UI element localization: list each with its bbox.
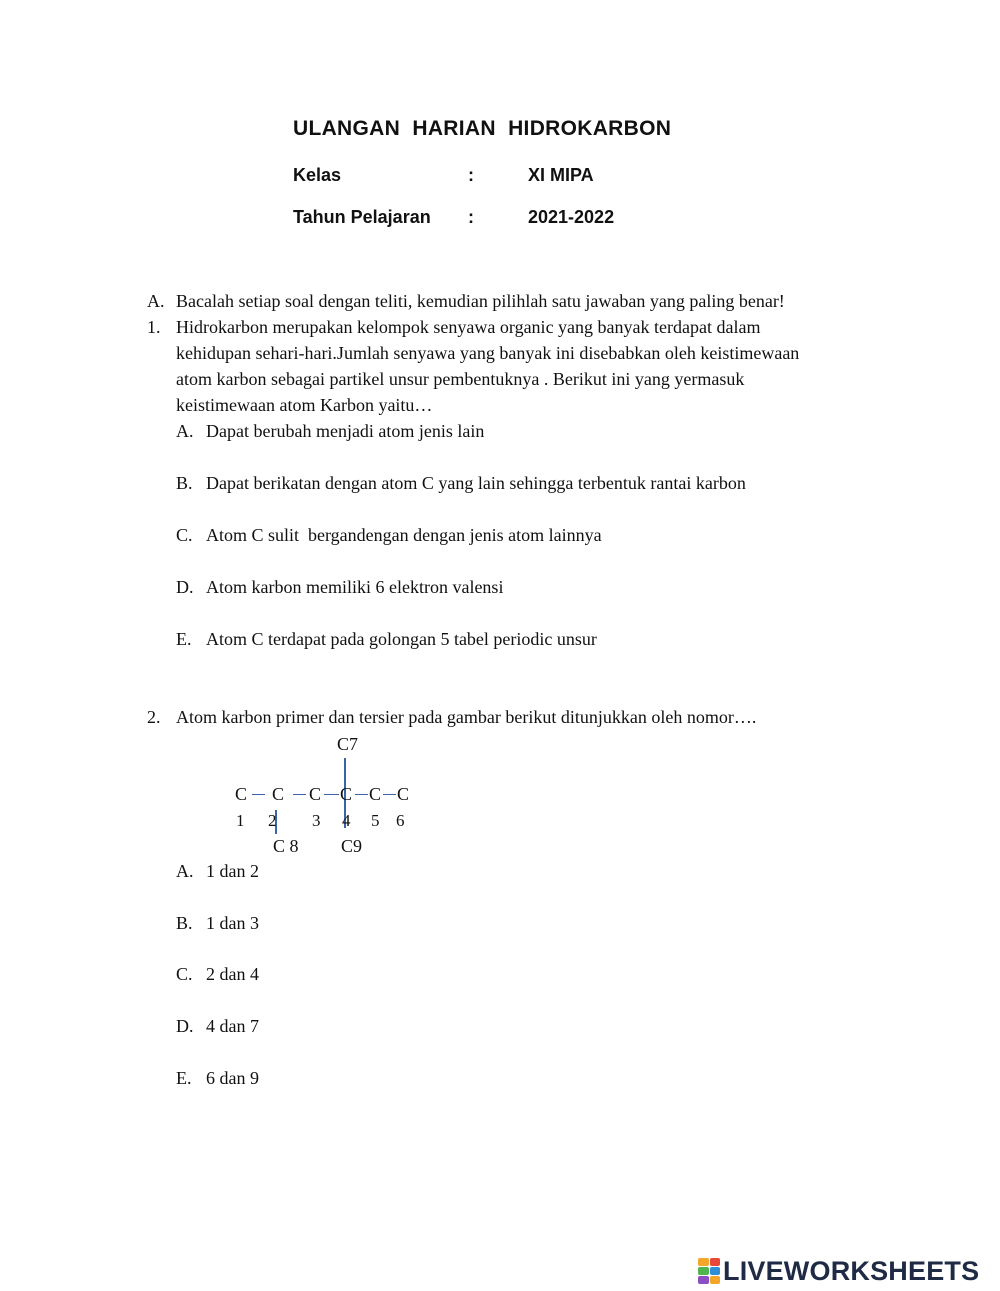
- bond-1-2: [252, 794, 265, 795]
- year-label: Tahun Pelajaran: [293, 207, 431, 227]
- year-colon: :: [468, 207, 474, 227]
- chain-atom-3: C: [309, 784, 322, 804]
- chain-atom-1: C: [235, 784, 248, 804]
- question-2-number: 2.: [147, 707, 161, 727]
- option-letter: B.: [176, 913, 193, 933]
- class-colon: :: [468, 165, 474, 185]
- option-text: Dapat berubah menjadi atom jenis lain: [206, 421, 485, 441]
- atom-c8-label: C 8: [273, 836, 299, 856]
- liveworksheets-logo[interactable]: [698, 1256, 979, 1286]
- option-letter: C.: [176, 964, 193, 984]
- question-2-text: Atom karbon primer dan tersier pada gambar berikut ditunjukkan oleh nomor….: [176, 707, 757, 727]
- option-text: 6 dan 9: [206, 1068, 259, 1088]
- question-1-text: [176, 314, 876, 418]
- year-value: 2021-2022: [528, 207, 615, 227]
- option-text: 1 dan 3: [206, 913, 259, 933]
- question-1-line: Hidrokarbon merupakan kelompok senyawa organic yang banyak terdapat dalam: [176, 317, 761, 337]
- logo-mark-icon: [698, 1258, 720, 1284]
- option-text: 4 dan 7: [206, 1016, 259, 1036]
- option-text: Atom C sulit bergandengan dengan jenis atom lainnya: [206, 525, 602, 545]
- question-1-number: 1.: [147, 317, 161, 337]
- option-letter: A.: [176, 861, 194, 881]
- chain-number-5: 5: [371, 811, 380, 830]
- page-title: ULANGAN HARIAN HIDROKARBON: [293, 117, 672, 140]
- option-text: Atom karbon memiliki 6 elektron valensi: [206, 577, 504, 597]
- option-text: Dapat berikatan dengan atom C yang lain sehingga terbentuk rantai karbon: [206, 473, 746, 493]
- instructions-marker: A.: [147, 291, 165, 311]
- option-letter: A.: [176, 421, 194, 441]
- chain-atom-2: C: [272, 784, 285, 804]
- class-value: XI MIPA: [528, 165, 594, 185]
- bond-3-4: [324, 794, 339, 795]
- option-letter: E.: [176, 629, 192, 649]
- bond-5-6: [383, 794, 396, 795]
- chain-number-1: 1: [236, 811, 245, 830]
- bond-4-5: [355, 794, 368, 795]
- chain-number-6: 6: [396, 811, 405, 830]
- option-letter: C.: [176, 525, 193, 545]
- option-text: 1 dan 2: [206, 861, 259, 881]
- chain-atom-5: C: [369, 784, 382, 804]
- bond-2-3: [293, 794, 306, 795]
- logo-text: LIVEWORKSHEETS: [723, 1255, 980, 1286]
- chain-number-4: 4: [342, 811, 351, 830]
- carbon-chain-diagram: [225, 728, 425, 858]
- option-text: Atom C terdapat pada golongan 5 tabel periodic unsur: [206, 629, 597, 649]
- option-letter: D.: [176, 1016, 194, 1036]
- question-1-line: atom karbon sebagai partikel unsur pembentuknya . Berikut ini yang yermasuk: [176, 369, 745, 389]
- atom-c9-label: C9: [341, 836, 363, 856]
- option-letter: E.: [176, 1068, 192, 1088]
- chain-number-2: 2: [268, 811, 277, 830]
- chain-atom-6: C: [397, 784, 410, 804]
- atom-c7-label: C7: [337, 734, 359, 754]
- option-letter: D.: [176, 577, 194, 597]
- option-letter: B.: [176, 473, 193, 493]
- question-1-line: keistimewaan atom Karbon yaitu…: [176, 395, 433, 415]
- option-text: 2 dan 4: [206, 964, 259, 984]
- question-1-line: kehidupan sehari-hari.Jumlah senyawa yang banyak ini disebabkan oleh keistimewaan: [176, 343, 800, 363]
- chain-number-3: 3: [312, 811, 321, 830]
- chain-atom-4: C: [340, 784, 353, 804]
- instructions-text: Bacalah setiap soal dengan teliti, kemudian pilihlah satu jawaban yang paling benar!: [176, 291, 785, 311]
- class-label: Kelas: [293, 165, 342, 185]
